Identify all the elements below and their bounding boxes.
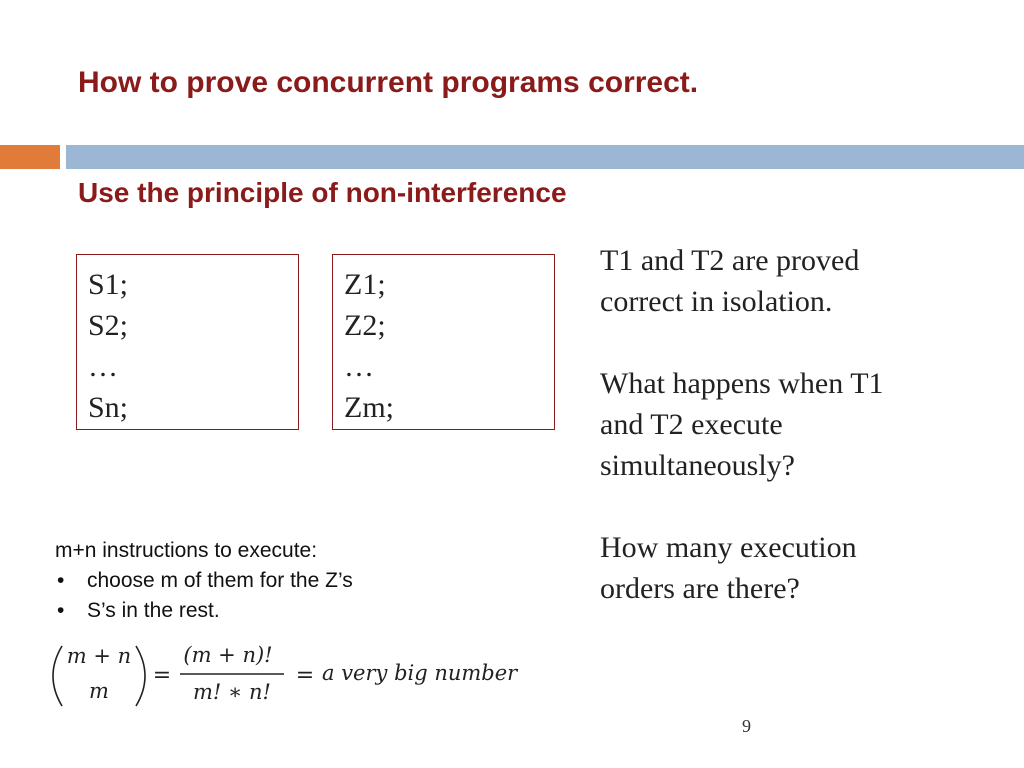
left-paren [53, 646, 62, 706]
combination-formula [0, 636, 560, 716]
thread1-line: Sn; [88, 391, 129, 424]
page-number: 9 [742, 716, 751, 736]
note-heading: m+n instructions to execute: [55, 539, 318, 562]
note-bullet-text: choose m of them for the Z’s [87, 569, 353, 592]
formula-result: a very big number [322, 661, 518, 685]
slide-subtitle: Use the principle of non-interference [78, 177, 567, 208]
fraction-numerator: (m + n)! [183, 643, 273, 667]
fraction-denominator: m! ∗ n! [193, 680, 271, 704]
note-bullet [55, 566, 353, 596]
note-bullet-list [55, 566, 353, 626]
bullet-icon: • [57, 599, 65, 622]
bullet-icon: • [57, 569, 65, 592]
equals-sign: = [295, 663, 315, 688]
accent-bar-orange [0, 145, 60, 169]
paragraph-isolation: T1 and T2 are proved correct in isolation. [600, 244, 860, 318]
thread1-line: S1; [88, 268, 129, 301]
thread2-line: Z1; [344, 268, 386, 301]
thread2-line: … [344, 350, 374, 383]
slide-title: How to prove concurrent programs correct. [78, 66, 699, 99]
equals-sign: = [152, 663, 172, 688]
note-bullet-text: S’s in the rest. [87, 599, 220, 622]
thread1-line: … [88, 350, 118, 383]
explanation-text [600, 240, 930, 609]
thread1-line: S2; [88, 309, 129, 342]
binom-top: m + n [66, 644, 132, 668]
note-bullet [55, 596, 353, 626]
thread2-line: Z2; [344, 309, 386, 342]
thread1-code-box [76, 254, 299, 430]
right-paren [136, 646, 145, 706]
thread2-line: Zm; [344, 391, 394, 424]
instruction-note [55, 536, 353, 626]
paragraph-execution-orders: How many execution orders are there? [600, 531, 857, 605]
thread2-code-box [332, 254, 555, 430]
binom-bottom: m [89, 679, 109, 703]
accent-bar-blue [66, 145, 1024, 169]
paragraph-simultaneous: What happens when T1 and T2 execute simultaneously? [600, 367, 884, 482]
